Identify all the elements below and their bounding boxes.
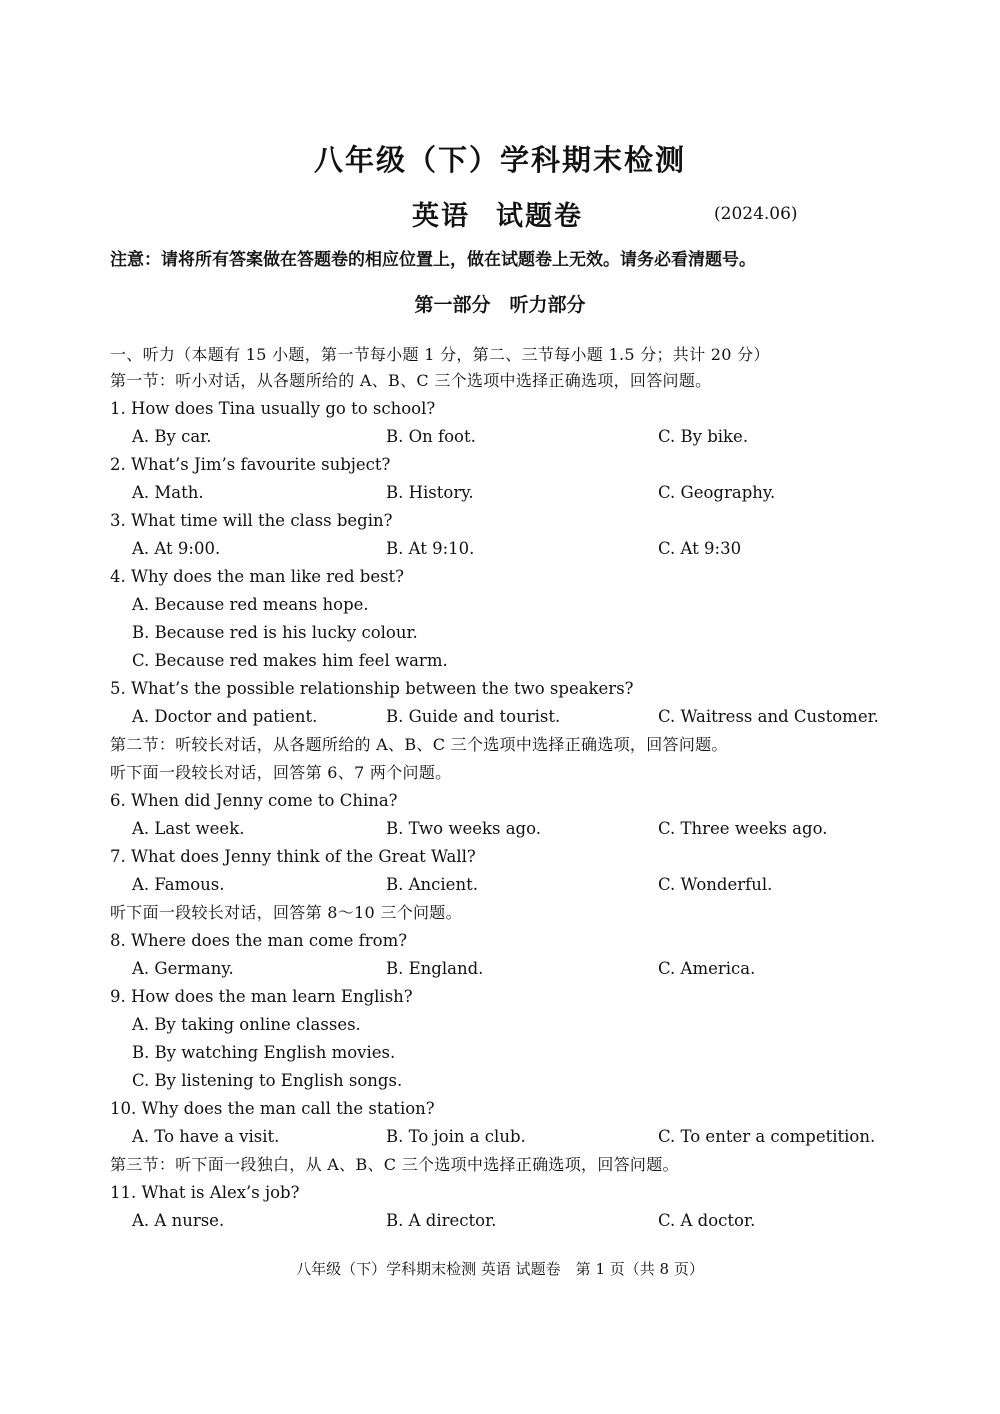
question-5: 5. What’s the possible relationship between the two speakers? <box>110 679 634 698</box>
paper-type-label: 试题卷 <box>496 201 583 232</box>
option-9c: C. By listening to English songs. <box>132 1071 403 1090</box>
option-5b: B. Guide and tourist. <box>386 707 561 726</box>
question-8: 8. Where does the man come from? <box>110 931 408 950</box>
option-1a: A. By car. <box>132 427 212 446</box>
option-7b: B. Ancient. <box>386 875 478 894</box>
option-8a: A. Germany. <box>132 959 234 978</box>
page-footer: 八年级（下）学科期末检测 英语 试题卷 第 1 页（共 8 页） <box>296 1260 704 1278</box>
option-3b: B. At 9:10. <box>386 539 475 558</box>
option-1b: B. On foot. <box>386 427 476 446</box>
section1-instruction: 第一节：听小对话，从各题所给的 A、B、C 三个选项中选择正确选项，回答问题。 <box>110 371 712 390</box>
option-5a: A. Doctor and patient. <box>132 707 318 726</box>
option-2b: B. History. <box>386 483 474 502</box>
option-11c: C. A doctor. <box>658 1211 756 1230</box>
section2-instruction: 第二节：听较长对话，从各题所给的 A、B、C 三个选项中选择正确选项，回答问题。 <box>110 735 728 754</box>
option-2a: A. Math. <box>132 483 204 502</box>
option-11a: A. A nurse. <box>132 1211 225 1230</box>
question-2: 2. What’s Jim’s favourite subject? <box>110 455 391 474</box>
option-10c: C. To enter a competition. <box>658 1127 876 1146</box>
option-9a: A. By taking online classes. <box>132 1015 361 1034</box>
option-7c: C. Wonderful. <box>658 875 773 894</box>
question-9: 9. How does the man learn English? <box>110 987 413 1006</box>
option-4c: C. Because red makes him feel warm. <box>132 651 448 670</box>
option-3c: C. At 9:30 <box>658 539 742 558</box>
dialog2-instruction: 听下面一段较长对话，回答第 8～10 三个问题。 <box>110 903 462 922</box>
option-9b: B. By watching English movies. <box>132 1043 396 1062</box>
section-heading: 一、听力（本题有 15 小题，第一节每小题 1 分，第二、三节每小题 1.5 分；共计 20 分） <box>110 345 770 364</box>
subject-label: 英语 <box>412 201 470 232</box>
question-6: 6. When did Jenny come to China? <box>110 791 398 810</box>
option-7a: A. Famous. <box>132 875 225 894</box>
option-10a: A. To have a visit. <box>132 1127 280 1146</box>
option-2c: C. Geography. <box>658 483 776 502</box>
question-10: 10. Why does the man call the station? <box>110 1099 435 1118</box>
question-7: 7. What does Jenny think of the Great Wall? <box>110 847 476 866</box>
option-8b: B. England. <box>386 959 484 978</box>
option-6b: B. Two weeks ago. <box>386 819 541 838</box>
option-6c: C. Three weeks ago. <box>658 819 828 838</box>
question-1: 1. How does Tina usually go to school? <box>110 399 436 418</box>
option-3a: A. At 9:00. <box>132 539 221 558</box>
question-3: 3. What time will the class begin? <box>110 511 393 530</box>
option-10b: B. To join a club. <box>386 1127 526 1146</box>
option-1c: C. By bike. <box>658 427 749 446</box>
option-11b: B. A director. <box>386 1211 497 1230</box>
option-8c: C. America. <box>658 959 756 978</box>
exam-title: 八年级（下）学科期末检测 <box>313 143 686 177</box>
section3-instruction: 第三节：听下面一段独白，从 A、B、C 三个选项中选择正确选项，回答问题。 <box>110 1155 679 1174</box>
option-6a: A. Last week. <box>132 819 245 838</box>
exam-date: (2024.06) <box>714 204 798 224</box>
option-4a: A. Because red means hope. <box>132 595 369 614</box>
dialog1-instruction: 听下面一段较长对话，回答第 6、7 两个问题。 <box>110 763 452 782</box>
question-11: 11. What is Alex’s job? <box>110 1183 300 1202</box>
option-5c: C. Waitress and Customer. <box>658 707 879 726</box>
option-4b: B. Because red is his lucky colour. <box>132 623 418 642</box>
notice-text: 注意：请将所有答案做在答题卷的相应位置上，做在试题卷上无效。请务必看清题号。 <box>110 250 756 270</box>
exam-subtitle <box>412 194 583 233</box>
question-4: 4. Why does the man like red best? <box>110 567 405 586</box>
part-title: 第一部分 听力部分 <box>414 294 586 316</box>
